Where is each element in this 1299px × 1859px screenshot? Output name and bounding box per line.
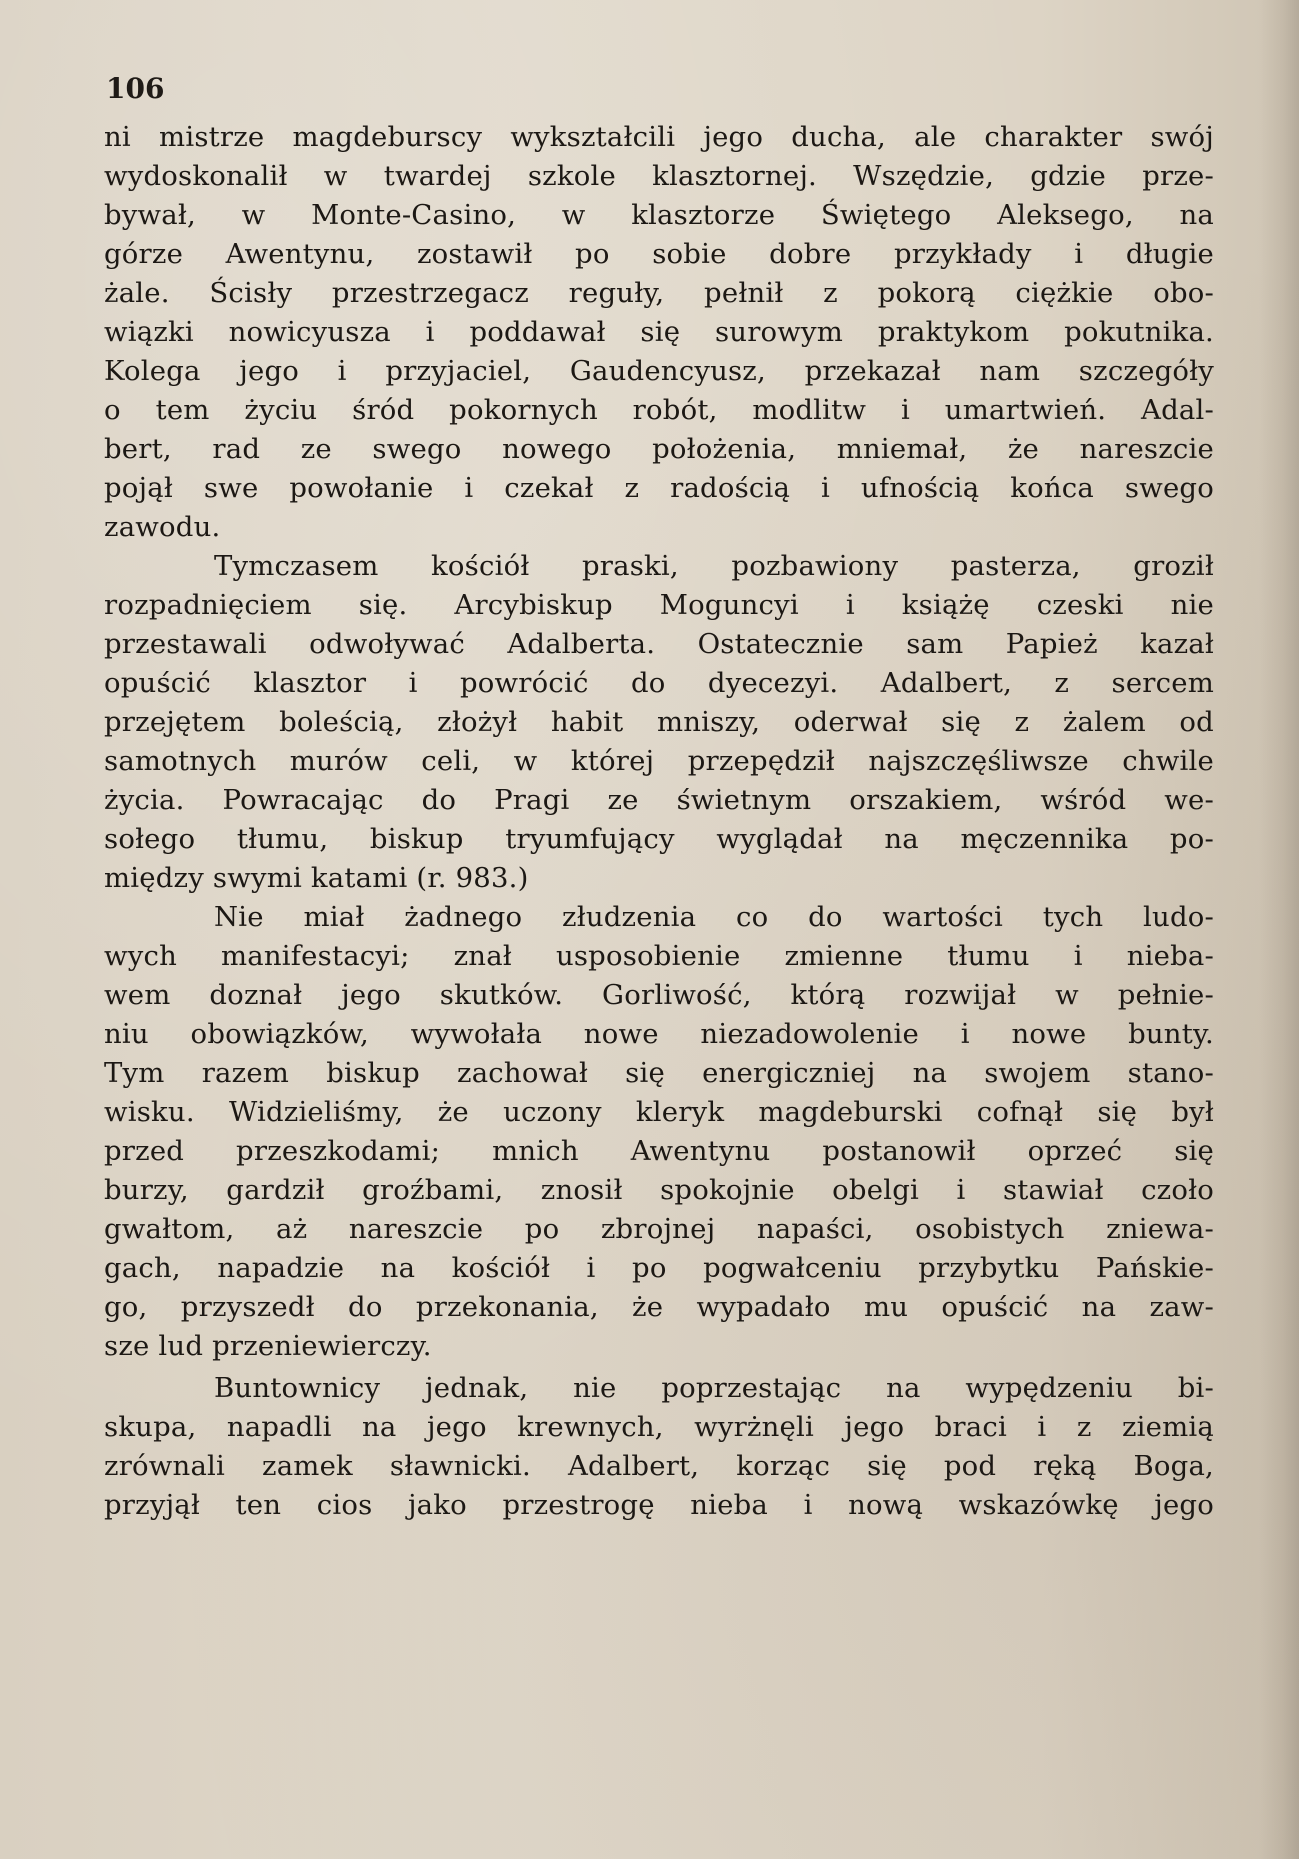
text-line: Nie miał żadnego złudzenia co do wartości tych ludo- <box>214 901 1214 933</box>
text-line: pojął swe powołanie i czekał z radością i ufnością końca swego <box>104 472 1214 504</box>
text-line: skupa, napadli na jego krewnych, wyrżnęli jego braci i z ziemią <box>104 1411 1214 1443</box>
text-line: przyjął ten cios jako przestrogę nieba i nową wskazówkę jego <box>104 1489 1214 1521</box>
text-line: rozpadnięciem się. Arcybiskup Moguncyi i książę czeski nie <box>104 589 1214 621</box>
text-line: żale. Ścisły przestrzegacz reguły, pełnił z pokorą ciężkie obo- <box>104 277 1214 309</box>
text-line: burzy, gardził groźbami, znosił spokojnie obelgi i stawiał czoło <box>104 1174 1214 1206</box>
text-line: Buntownicy jednak, nie poprzestając na wypędzeniu bi- <box>214 1372 1214 1404</box>
text-line: go, przyszedł do przekonania, że wypadało mu opuścić na zaw- <box>104 1291 1214 1323</box>
text-line: samotnych murów celi, w której przepędził najszczęśliwsze chwile <box>104 745 1214 777</box>
text-line: ni mistrze magdeburscy wykształcili jego ducha, ale charakter swój <box>104 121 1214 153</box>
text-line: bert, rad ze swego nowego położenia, mniemał, że nareszcie <box>104 433 1214 465</box>
text-line: wydoskonalił w twardej szkole klasztornej. Wszędzie, gdzie prze- <box>104 160 1214 192</box>
page-number: 106 <box>106 72 165 105</box>
text-line: wych manifestacyi; znał usposobienie zmienne tłumu i nieba- <box>104 940 1214 972</box>
text-line: przestawali odwoływać Adalberta. Ostatecznie sam Papież kazał <box>104 628 1214 660</box>
text-line: życia. Powracając do Pragi ze świetnym orszakiem, wśród we- <box>104 784 1214 816</box>
text-line: sołego tłumu, biskup tryumfujący wyglądał na męczennika po- <box>104 823 1214 855</box>
text-line: przed przeszkodami; mnich Awentynu postanowił oprzeć się <box>104 1135 1214 1167</box>
text-line: Kolega jego i przyjaciel, Gaudencyusz, przekazał nam szczegóły <box>104 355 1214 387</box>
text-line: zrównali zamek sławnicki. Adalbert, korząc się pod ręką Boga, <box>104 1450 1214 1482</box>
text-line: sze lud przeniewierczy. <box>104 1330 432 1362</box>
text-line: między swymi katami (r. 983.) <box>104 862 529 894</box>
text-line: zawodu. <box>104 511 221 543</box>
text-line: wisku. Widzieliśmy, że uczony kleryk magdeburski cofnął się był <box>104 1096 1214 1128</box>
text-line: wiązki nowicyusza i poddawał się surowym praktykom pokutnika. <box>104 316 1214 348</box>
paragraph <box>104 1369 1214 1525</box>
page-edge-shadow <box>1259 0 1299 1859</box>
text-line: górze Awentynu, zostawił po sobie dobre przykłady i długie <box>104 238 1214 270</box>
text-line: bywał, w Monte-Casino, w klasztorze Świętego Aleksego, na <box>104 199 1214 231</box>
text-line: Tym razem biskup zachował się energiczniej na swojem stano- <box>104 1057 1214 1089</box>
text-line: opuścić klasztor i powrócić do dyecezyi. Adalbert, z sercem <box>104 667 1214 699</box>
paragraph <box>104 547 1214 898</box>
text-line: przejętem boleścią, złożył habit mniszy, oderwał się z żalem od <box>104 706 1214 738</box>
text-line: wem doznał jego skutków. Gorliwość, którą rozwijał w pełnie- <box>104 979 1214 1011</box>
text-line: o tem życiu śród pokornych robót, modlitw i umartwień. Adal- <box>104 394 1214 426</box>
text-line: Tymczasem kościół praski, pozbawiony pasterza, groził <box>214 550 1214 582</box>
text-line: gach, napadzie na kościół i po pogwałceniu przybytku Pańskie- <box>104 1252 1214 1284</box>
body-text <box>104 118 1214 1525</box>
paragraph <box>104 118 1214 547</box>
text-line: gwałtom, aż nareszcie po zbrojnej napaści, osobistych zniewa- <box>104 1213 1214 1245</box>
paragraph <box>104 898 1214 1366</box>
text-line: niu obowiązków, wywołała nowe niezadowolenie i nowe bunty. <box>104 1018 1214 1050</box>
